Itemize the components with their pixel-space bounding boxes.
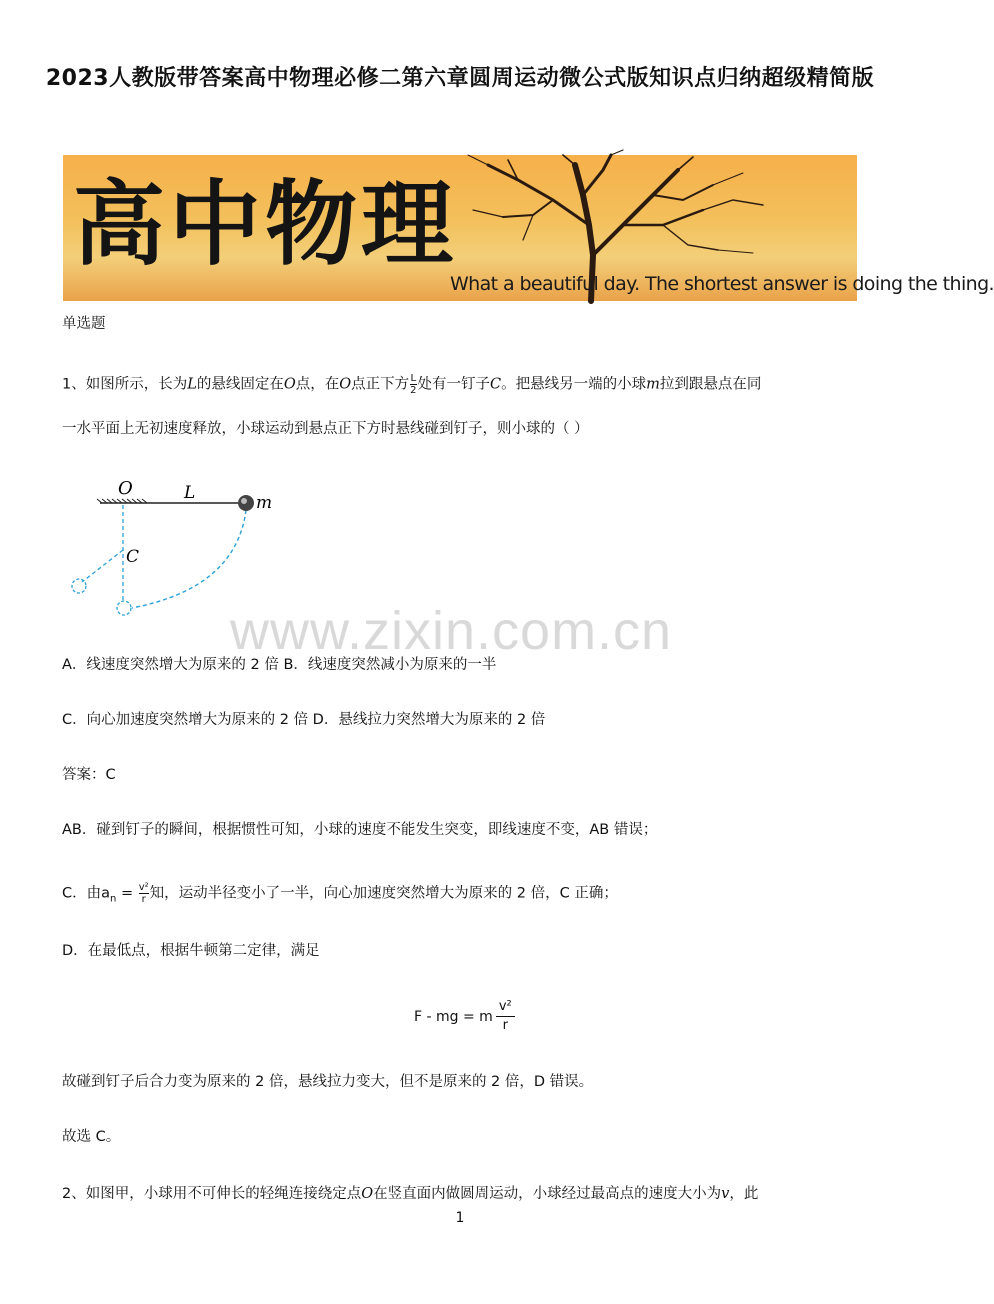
newton-formula: F - mg = m $\frac{\text{v²}}{r}$: [414, 998, 515, 1035]
label-m: m: [256, 493, 273, 513]
label-l: L: [184, 483, 196, 503]
explanation-d: D．在最低点，根据牛顿第二定律，满足: [62, 943, 320, 959]
options-cd: C．向心加速度突然增大为原来的 2 倍 D．悬线拉力突然增大为原来的 2 倍: [62, 712, 546, 728]
page-number: 1: [455, 1210, 465, 1226]
banner-title: 高中物理: [73, 170, 458, 278]
label-o: O: [118, 478, 133, 499]
ball-position-bottom: [117, 601, 131, 615]
fraction-v2-over-r: $\frac{\text{v²}}{r}$: [138, 882, 149, 905]
label-c: C: [126, 547, 140, 567]
explanation-d-2: 故碰到钉子后合力变为原来的 2 倍，悬线拉力变大，但不是原来的 2 倍，D 错误。: [62, 1074, 594, 1090]
explanation-c: C．由$a_n$ = $\frac{\text{v²}}{r}$ 知，运动半径变小了一半，向心加速度突然增大为原来的 2 倍，C 正确；: [62, 882, 618, 905]
fraction-l-over-2: $\frac{L}{2}$: [410, 373, 417, 396]
document-title: 2023人教版带答案高中物理必修二第六章圆周运动微公式版知识点归纳超级精简版: [45, 66, 875, 91]
banner-slogan: What a beautiful day. The shortest answer is doing the thing.: [450, 273, 994, 295]
explanation-ab: AB．碰到钉子的瞬间，根据惯性可知，小球的速度不能发生突变，即线速度不变，AB 错误；: [62, 822, 658, 838]
question-2-line-1: 2、如图甲，小球用不可伸长的轻绳连接绕定点O在竖直面内做圆周运动，小球经过最高点的速度大小为v，此: [62, 1186, 759, 1202]
banner-image: [63, 155, 994, 301]
answer: 答案：C: [62, 767, 116, 783]
question-1-line-2: 一水平面上无初速度释放，小球运动到悬点正下方时悬线碰到钉子，则小球的（ ）: [62, 421, 589, 437]
section-heading: 单选题: [62, 316, 106, 332]
question-1-line-1: 1、如图所示，长为L的悬线固定在O点，在O点正下方 $\frac{L}{2}$ 处有一钉子C。把悬线另一端的小球m拉到跟悬点在同: [62, 373, 762, 396]
watermark: www.zixin.com.cn: [230, 601, 673, 661]
conclusion: 故选 C。: [62, 1129, 121, 1145]
options-ab: A．线速度突然增大为原来的 2 倍 B．线速度突然减小为原来的一半: [62, 657, 497, 673]
